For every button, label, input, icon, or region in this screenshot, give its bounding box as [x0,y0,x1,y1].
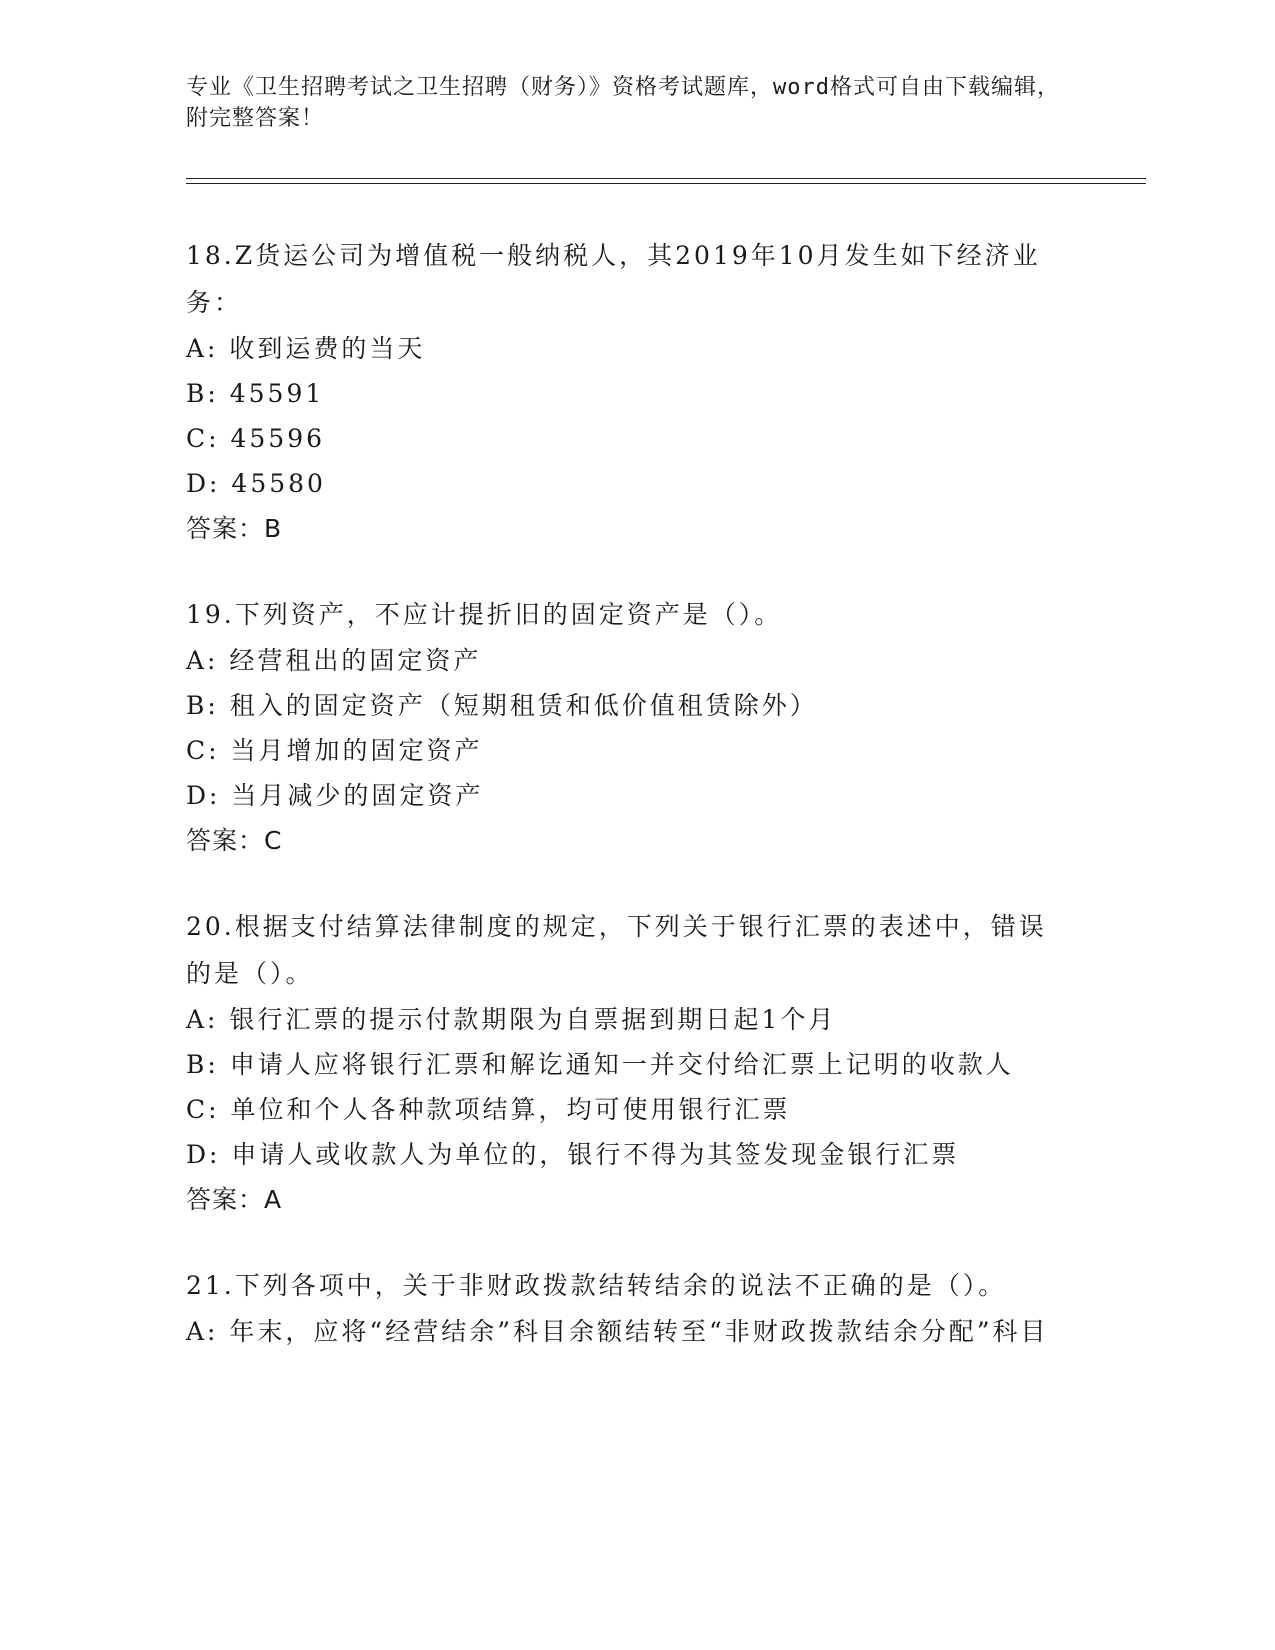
option-c: C: 单位和个人各种款项结算，均可使用银行汇票 [186,1095,791,1124]
question-21 [186,1262,1066,1354]
option-b: B: 申请人应将银行汇票和解讫通知一并交付给汇票上记明的收款人 [186,1050,1014,1079]
answer-line: 答案：A [186,1185,283,1214]
option-a: A: 经营租出的固定资产 [186,646,482,675]
option-b: B: 45591 [186,379,325,408]
option-c: C: 当月增加的固定资产 [186,736,483,765]
option-d: D: 当月减少的固定资产 [186,781,484,810]
option-a: A: 收到运费的当天 [186,334,426,363]
option-d: D: 45580 [186,469,326,498]
option-a: A: 银行汇票的提示付款期限为自票据到期日起1个月 [186,1005,837,1034]
question-list [186,232,1066,1394]
question-stem: 20.根据支付结算法律制度的规定，下列关于银行汇票的表述中，错误的是（）。 [186,912,1047,988]
question-stem: 19.下列资产，不应计提折旧的固定资产是（）。 [186,600,783,629]
answer-line: 答案：B [186,514,283,543]
question-20 [186,903,1066,1222]
question-19 [186,591,1066,863]
header-divider-top [186,178,1146,179]
option-b: B: 租入的固定资产（短期租赁和低价值租赁除外） [186,691,818,720]
question-stem: 21.下列各项中，关于非财政拨款结转结余的说法不正确的是（）。 [186,1271,1007,1300]
option-d: D: 申请人或收款人为单位的，银行不得为其签发现金银行汇票 [186,1140,960,1169]
option-c: C: 45596 [186,424,326,453]
document-header: 专业《卫生招聘考试之卫生招聘（财务）》资格考试题库，word格式可自由下载编辑，附完整答案！ [186,75,1060,131]
question-18 [186,232,1066,551]
answer-line: 答案：C [186,826,283,855]
question-stem: 18.Z货运公司为增值税一般纳税人，其2019年10月发生如下经济业务： [186,241,1041,317]
header-divider-bottom [186,183,1146,184]
option-a: A: 年末，应将“经营结余”科目余额结转至“非财政拨款结余分配”科目 [186,1317,1049,1346]
